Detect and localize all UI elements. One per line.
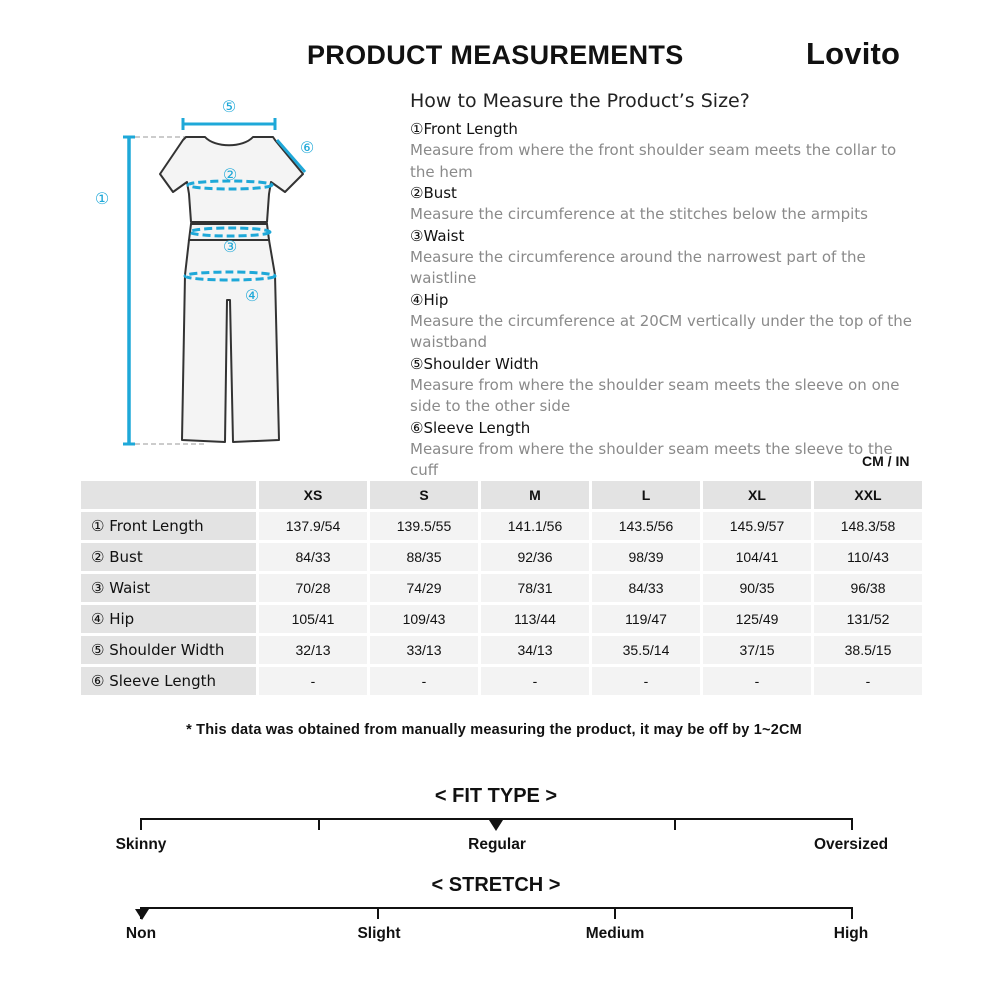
guide-desc: Measure from where the shoulder seam meets the sleeve to the cuff: [410, 439, 893, 479]
table-cell: 145.9/57: [703, 512, 811, 540]
table-cell: 74/29: [370, 574, 478, 602]
guide-item-waist: [410, 226, 920, 290]
table-corner: [81, 481, 256, 509]
table-cell: 125/49: [703, 605, 811, 633]
guide-item-bust: [410, 183, 920, 226]
size-table: [78, 478, 925, 698]
table-cell: 32/13: [259, 636, 367, 664]
table-header-row: [81, 481, 922, 509]
fit-type-label: Oversized: [813, 836, 889, 853]
trousers-outline: [182, 240, 279, 442]
table-cell: 104/41: [703, 543, 811, 571]
table-cell: 33/13: [370, 636, 478, 664]
row-label: ① Front Length: [81, 512, 256, 540]
table-cell: 70/28: [259, 574, 367, 602]
guide-item-hip: [410, 290, 920, 354]
guide-term: ②Bust: [410, 184, 457, 202]
marker-hip: ④: [244, 286, 260, 305]
guide-desc: Measure the circumference around the narrowest part of the waistline: [410, 247, 866, 287]
table-row: [81, 574, 922, 602]
table-cell: 148.3/58: [814, 512, 922, 540]
fit-type-title: < FIT TYPE >: [434, 785, 558, 807]
fit-type-tick: [140, 818, 142, 830]
fit-type-tick: [318, 818, 320, 830]
page-title: PRODUCT MEASUREMENTS: [307, 40, 684, 70]
table-row: [81, 543, 922, 571]
table-cell: 139.5/55: [370, 512, 478, 540]
size-header: XXL: [814, 481, 922, 509]
stretch-tick: [851, 907, 853, 919]
table-row: [81, 667, 922, 695]
row-label: ⑤ Shoulder Width: [81, 636, 256, 664]
table-cell: 92/36: [481, 543, 589, 571]
size-header: XS: [259, 481, 367, 509]
guide-item-shoulder-width: [410, 354, 920, 418]
stretch-label: Slight: [357, 925, 401, 942]
table-cell: 35.5/14: [592, 636, 700, 664]
jumpsuit-diagram: [85, 90, 325, 455]
stretch-tick: [614, 907, 616, 919]
table-cell: 119/47: [592, 605, 700, 633]
table-cell: 84/33: [592, 574, 700, 602]
table-cell: 110/43: [814, 543, 922, 571]
stretch-label: Non: [125, 925, 157, 942]
size-header: XL: [703, 481, 811, 509]
table-row: [81, 512, 922, 540]
fit-type-scale: [0, 785, 1000, 860]
table-cell: -: [814, 667, 922, 695]
guide-term: ④Hip: [410, 290, 449, 309]
row-label: ⑥ Sleeve Length: [81, 667, 256, 695]
marker-front-length: ①: [94, 189, 110, 208]
table-cell: 96/38: [814, 574, 922, 602]
guide-item-sleeve-length: [410, 418, 920, 482]
fit-type-tick: [674, 818, 676, 830]
table-cell: 84/33: [259, 543, 367, 571]
marker-shoulder-width: ⑤: [221, 97, 237, 116]
table-row: [81, 636, 922, 664]
guide-term: ⑤Shoulder Width: [410, 354, 539, 373]
brand-logo: Lovito: [806, 36, 901, 71]
marker-bust: ②: [222, 165, 238, 184]
table-cell: 34/13: [481, 636, 589, 664]
stretch-tick: [377, 907, 379, 919]
table-cell: 88/35: [370, 543, 478, 571]
guide-desc: Measure the circumference at 20CM vertically under the top of the waistband: [410, 311, 912, 351]
stretch-label: Medium: [585, 925, 645, 942]
unit-label: CM / IN: [862, 453, 910, 469]
table-cell: 90/35: [703, 574, 811, 602]
table-cell: 38.5/15: [814, 636, 922, 664]
fit-type-label: Regular: [468, 836, 526, 853]
table-cell: 113/44: [481, 605, 589, 633]
stretch-line: [141, 907, 853, 909]
table-cell: 109/43: [370, 605, 478, 633]
table-cell: -: [259, 667, 367, 695]
stretch-scale: [0, 874, 1000, 949]
measure-guide: [410, 90, 920, 482]
guide-term: ③Waist: [410, 226, 465, 245]
table-cell: -: [481, 667, 589, 695]
table-cell: 141.1/56: [481, 512, 589, 540]
row-label: ④ Hip: [81, 605, 256, 633]
size-header: M: [481, 481, 589, 509]
table-cell: 143.5/56: [592, 512, 700, 540]
table-row: [81, 605, 922, 633]
guide-desc: Measure from where the shoulder seam meets the sleeve on one side to the other side: [410, 375, 900, 415]
fit-type-tick: [851, 818, 853, 830]
size-header: S: [370, 481, 478, 509]
guide-desc: Measure from where the front shoulder seam meets the collar to the hem: [410, 141, 897, 181]
guide-term: ①Front Length: [410, 120, 518, 138]
fit-type-label: Skinny: [115, 836, 167, 853]
table-cell: -: [592, 667, 700, 695]
row-label: ② Bust: [81, 543, 256, 571]
guide-term: ⑥Sleeve Length: [410, 418, 531, 437]
marker-waist: ③: [222, 237, 238, 256]
garment-illustration: [85, 90, 325, 455]
table-cell: -: [370, 667, 478, 695]
marker-sleeve-length: ⑥: [299, 138, 315, 157]
table-cell: -: [703, 667, 811, 695]
guide-item-front-length: [410, 119, 920, 183]
guide-heading: How to Measure the Product’s Size?: [410, 90, 750, 112]
table-cell: 105/41: [259, 605, 367, 633]
table-cell: 37/15: [703, 636, 811, 664]
guide-desc: Measure the circumference at the stitches below the armpits: [410, 205, 868, 223]
size-header: L: [592, 481, 700, 509]
row-label: ③ Waist: [81, 574, 256, 602]
table-cell: 137.9/54: [259, 512, 367, 540]
stretch-marker: [135, 909, 149, 920]
table-cell: 98/39: [592, 543, 700, 571]
table-cell: 78/31: [481, 574, 589, 602]
stretch-title: < STRETCH >: [431, 874, 561, 896]
measurement-note: * This data was obtained from manually measuring the product, it may be off by 1~2CM: [186, 722, 802, 738]
table-cell: 131/52: [814, 605, 922, 633]
stretch-label: High: [833, 925, 869, 942]
fit-type-marker: [489, 820, 503, 831]
